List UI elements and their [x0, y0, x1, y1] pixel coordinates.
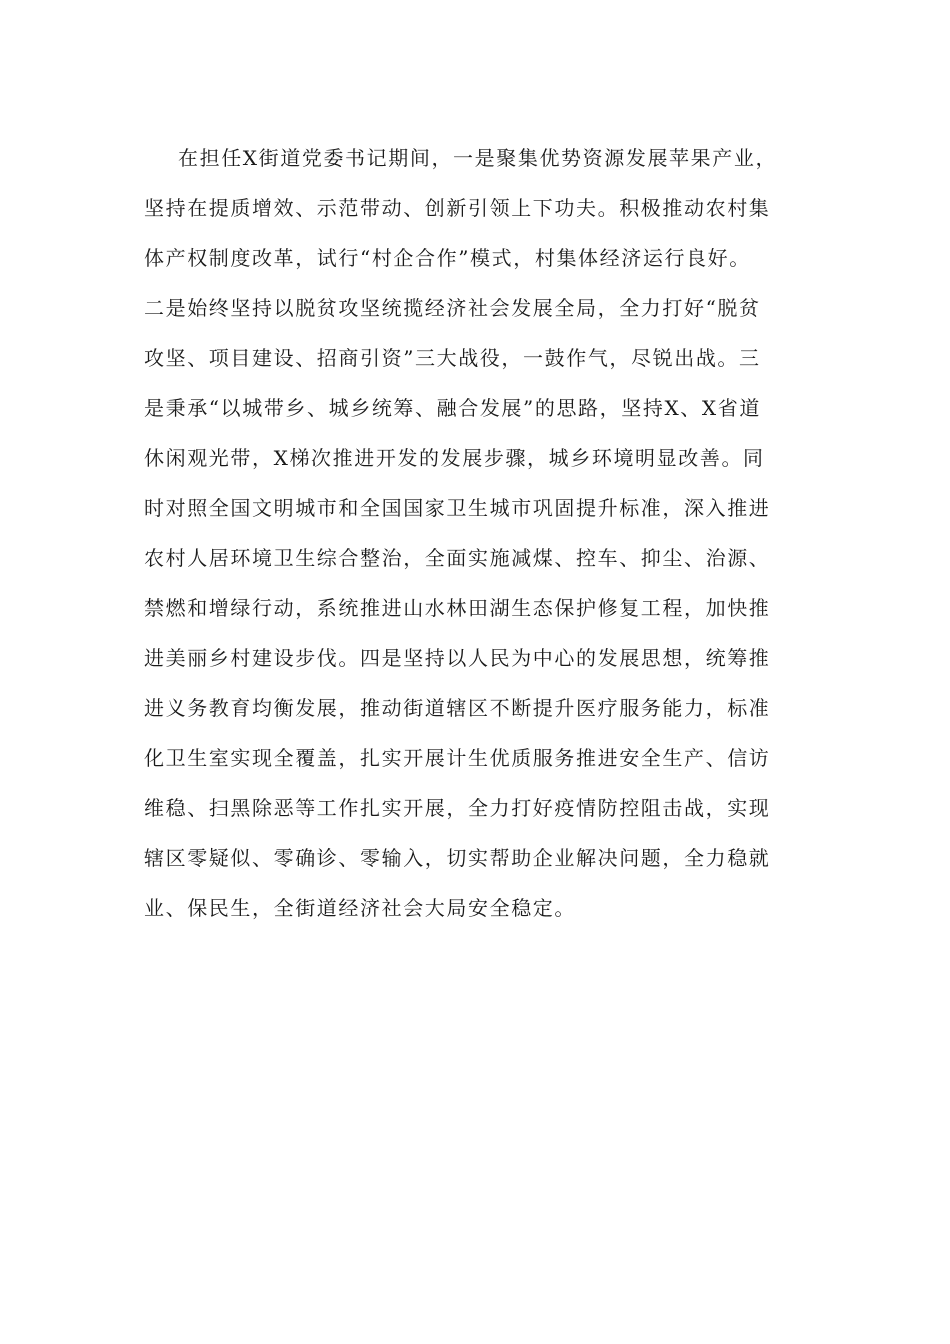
paragraph-line: 禁燃和增绿行动，系统推进山水林田湖生态保护修复工程，加快推	[144, 596, 771, 620]
paragraph-line: 休闲观光带，X梯次推进开发的发展步骤，城乡环境明显改善。同	[144, 446, 765, 470]
paragraph-line: 二是始终坚持以脱贫攻坚统揽经济社会发展全局，全力打好“脱贫	[144, 296, 761, 320]
paragraph-line: 时对照全国文明城市和全国国家卫生城市巩固提升标准，深入推进	[144, 496, 771, 520]
paragraph-line: 维稳、扫黑除恶等工作扎实开展，全力打好疫情防控阻击战，实现	[144, 796, 771, 820]
paragraph-line: 体产权制度改革，试行“村企合作”模式，村集体经济运行良好。	[144, 246, 751, 270]
paragraph-line: 在担任X街道党委书记期间，一是聚集优势资源发展苹果产业，	[178, 146, 778, 170]
paragraph-line: 坚持在提质增效、示范带动、创新引领上下功夫。积极推动农村集	[144, 196, 771, 220]
paragraph-line: 化卫生室实现全覆盖，扎实开展计生优质服务推进安全生产、信访	[144, 746, 771, 770]
paragraph-line: 业、保民生，全街道经济社会大局安全稳定。	[144, 896, 576, 920]
paragraph-line: 攻坚、项目建设、招商引资”三大战役，一鼓作气，尽锐出战。三	[144, 346, 761, 370]
paragraph-line: 进义务教育均衡发展，推动街道辖区不断提升医疗服务能力，标准	[144, 696, 771, 720]
body-paragraph	[144, 133, 804, 933]
paragraph-line: 辖区零疑似、零确诊、零输入，切实帮助企业解决问题，全力稳就	[144, 846, 771, 870]
paragraph-line: 进美丽乡村建设步伐。四是坚持以人民为中心的发展思想，统筹推	[144, 646, 771, 670]
paragraph-line: 是秉承“以城带乡、城乡统筹、融合发展”的思路，坚持X、X省道	[144, 396, 761, 420]
paragraph-line: 农村人居环境卫生综合整治，全面实施减煤、控车、抑尘、治源、	[144, 546, 771, 570]
